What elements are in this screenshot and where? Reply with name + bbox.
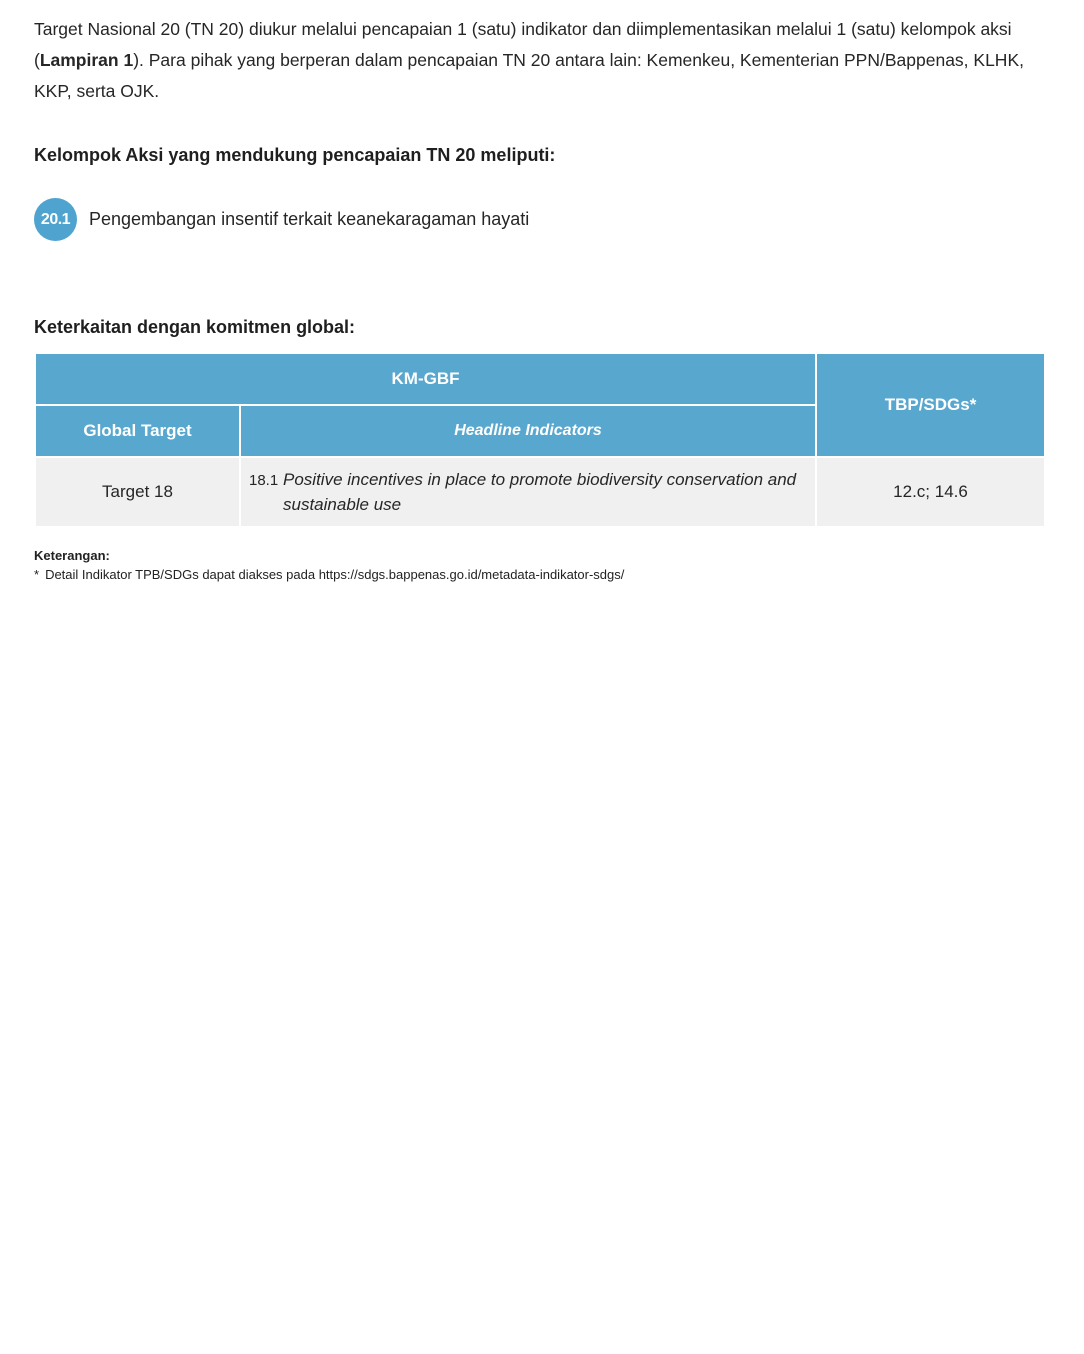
km-gbf-header: KM-GBF [35, 353, 816, 405]
page-content [34, 14, 1044, 584]
notes-title: Keterangan: [34, 548, 110, 563]
action-item-label: Pengembangan insentif terkait keanekaragaman hayati [89, 209, 530, 229]
headline-indicators-header: Headline Indicators [240, 405, 816, 457]
sdgs-cell: 12.c; 14.6 [816, 457, 1045, 527]
note-asterisk: * [34, 567, 40, 582]
action-group-heading: Kelompok Aksi yang mendukung pencapaian TN 20 meliputi: [34, 145, 556, 165]
table-header-row [35, 353, 1045, 405]
global-target-header: Global Target [35, 405, 240, 457]
intro-text-start: Target Nasional 20 (TN 20) diukur melalui pencapaian 1 (satu) indikator dan diimplementasikan melalui 1 (satu) kelompok aksi ( [34, 19, 1012, 70]
notes-section [34, 546, 1044, 584]
indicator-text: Positive incentives in place to promote biodiversity conservation and sustainable use [283, 470, 797, 514]
note-item [34, 565, 1044, 584]
action-item [34, 198, 1044, 241]
sdgs-header: TBP/SDGs* [816, 353, 1045, 457]
note-text: Detail Indikator TPB/SDGs dapat diakses pada https://sdgs.bappenas.go.id/metadata-indikator-sdgs/ [45, 567, 625, 582]
global-commitment-heading: Keterkaitan dengan komitmen global: [34, 317, 356, 337]
global-commitment-table [34, 352, 1046, 528]
intro-text-end: ). Para pihak yang berperan dalam pencapaian TN 20 antara lain: Kemenkeu, Kementerian PPN/Bappenas, KLHK, KKP, serta OJK. [34, 50, 1024, 101]
intro-paragraph [34, 14, 1044, 107]
indicator-number: 18.1 [249, 472, 279, 489]
lampiran-reference: Lampiran 1 [39, 50, 134, 70]
indicator-cell [240, 457, 816, 527]
global-target-cell: Target 18 [35, 457, 240, 527]
table-row [35, 457, 1045, 527]
action-number-badge: 20.1 [34, 198, 77, 241]
